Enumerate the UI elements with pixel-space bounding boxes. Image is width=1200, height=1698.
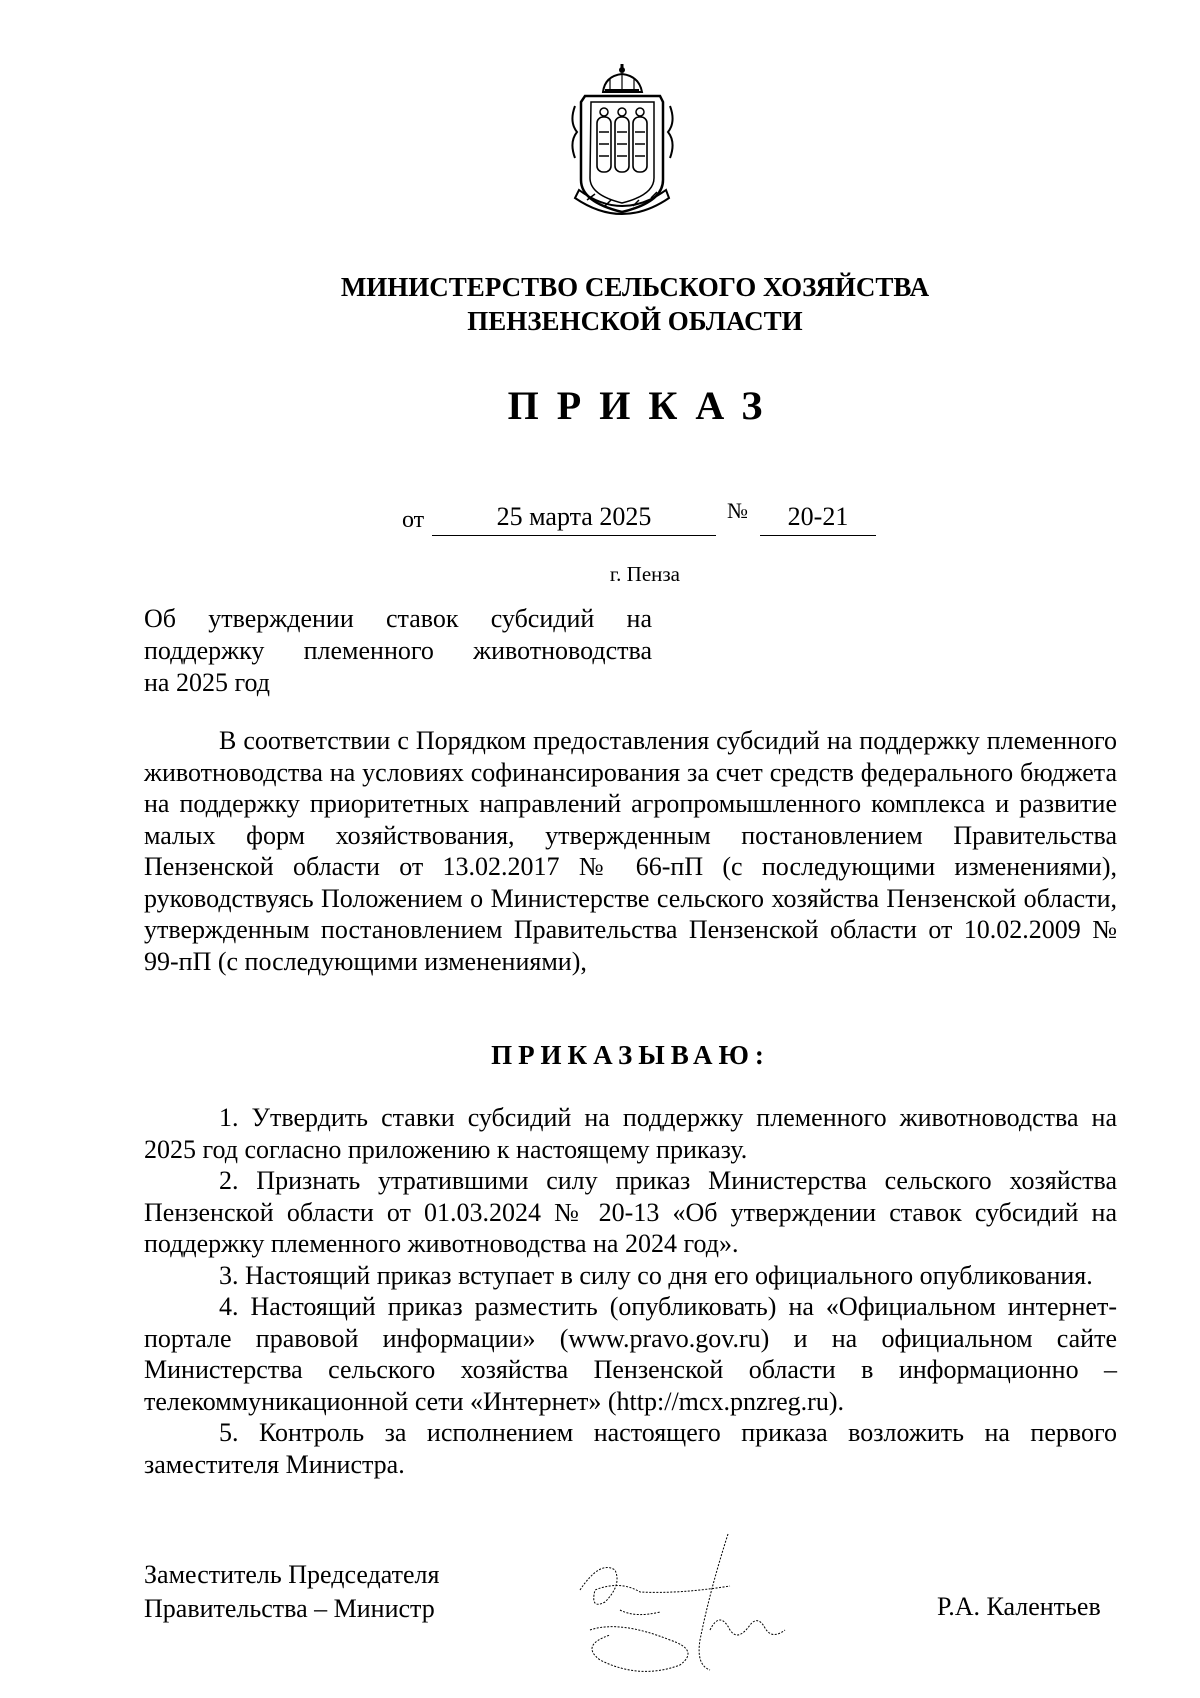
document-subject (144, 603, 652, 699)
order-item: 2. Признать утратившими силу приказ Министерства сельского хозяйства Пензенской области от 01.03.2024 № 20-13 «Об утверждении ставок субсидий на поддержку племенного животноводства на 2024 год». (144, 1166, 1117, 1258)
position-line1: Заместитель Председателя (144, 1560, 440, 1589)
number-sign: № (727, 498, 748, 523)
subject-line: поддержку племенного животноводства (144, 636, 652, 665)
signatory-name: Р.А. Калентьев (937, 1592, 1101, 1621)
subject-line: Об утверждении ставок субсидий на (144, 604, 652, 633)
document-number: 20-21 (760, 502, 876, 536)
position-line2: Правительства – Министр (144, 1594, 435, 1623)
coat-of-arms-icon (565, 62, 680, 222)
subject-line: на 2025 год (144, 668, 270, 697)
date-from-label: от (402, 507, 425, 533)
signatory-position (144, 1558, 439, 1626)
preamble-block (144, 725, 1117, 977)
preamble-paragraph: В соответствии с Порядком предоставления субсидий на поддержку племенного животноводства на условиях софинансирования за счет средств федерального бюджета на поддержку приоритетных направлений агропромышленного комплекса и развитие малых форм хозяйствования, утвержденным постановлением Правительства Пензенской области от 13.02.2017 № 66-пП (с последующими изменениями), руководствуясь Положением о Министерстве сельского хозяйства Пензенской области, утвержденным постановлением Правительства Пензенской области от 10.02.2009 № 99-пП (с последующими изменениями), (144, 726, 1117, 976)
order-item: 4. Настоящий приказ разместить (опубликовать) на «Официальном интернет-портале правовой информации» (www.pravo.gov.ru) и на официальном сайте Министерства сельского хозяйства Пензенской области в информационно – телекоммуникационной сети «Интернет» (http://mcx.pnzreg.ru). (144, 1292, 1117, 1416)
order-item: 5. Контроль за исполнением настоящего приказа возложить на первого заместителя Министра. (144, 1418, 1117, 1479)
ministry-header (200, 270, 1070, 338)
order-heading: ПРИКАЗЫВАЮ: (491, 1040, 770, 1070)
order-item: 1. Утвердить ставки субсидий на поддержку племенного животноводства на 2025 год согласно приложению к настоящему приказу. (144, 1103, 1117, 1164)
ministry-name-line1: МИНИСТЕРСТВО СЕЛЬСКОГО ХОЗЯЙСТВА (340, 272, 930, 302)
signature-icon (560, 1530, 810, 1680)
handwritten-signature (560, 1530, 810, 1680)
coat-of-arms-emblem (565, 62, 680, 222)
ministry-name-line2: ПЕНЗЕНСКОЙ ОБЛАСТИ (467, 306, 803, 336)
order-item: 3. Настоящий приказ вступает в силу со дня его официального опубликования. (219, 1260, 1093, 1290)
order-items (144, 1102, 1117, 1480)
city-label: г. Пенза (609, 562, 680, 586)
document-title: ПРИКАЗ (507, 383, 781, 428)
document-date: 25 марта 2025 (432, 502, 716, 536)
